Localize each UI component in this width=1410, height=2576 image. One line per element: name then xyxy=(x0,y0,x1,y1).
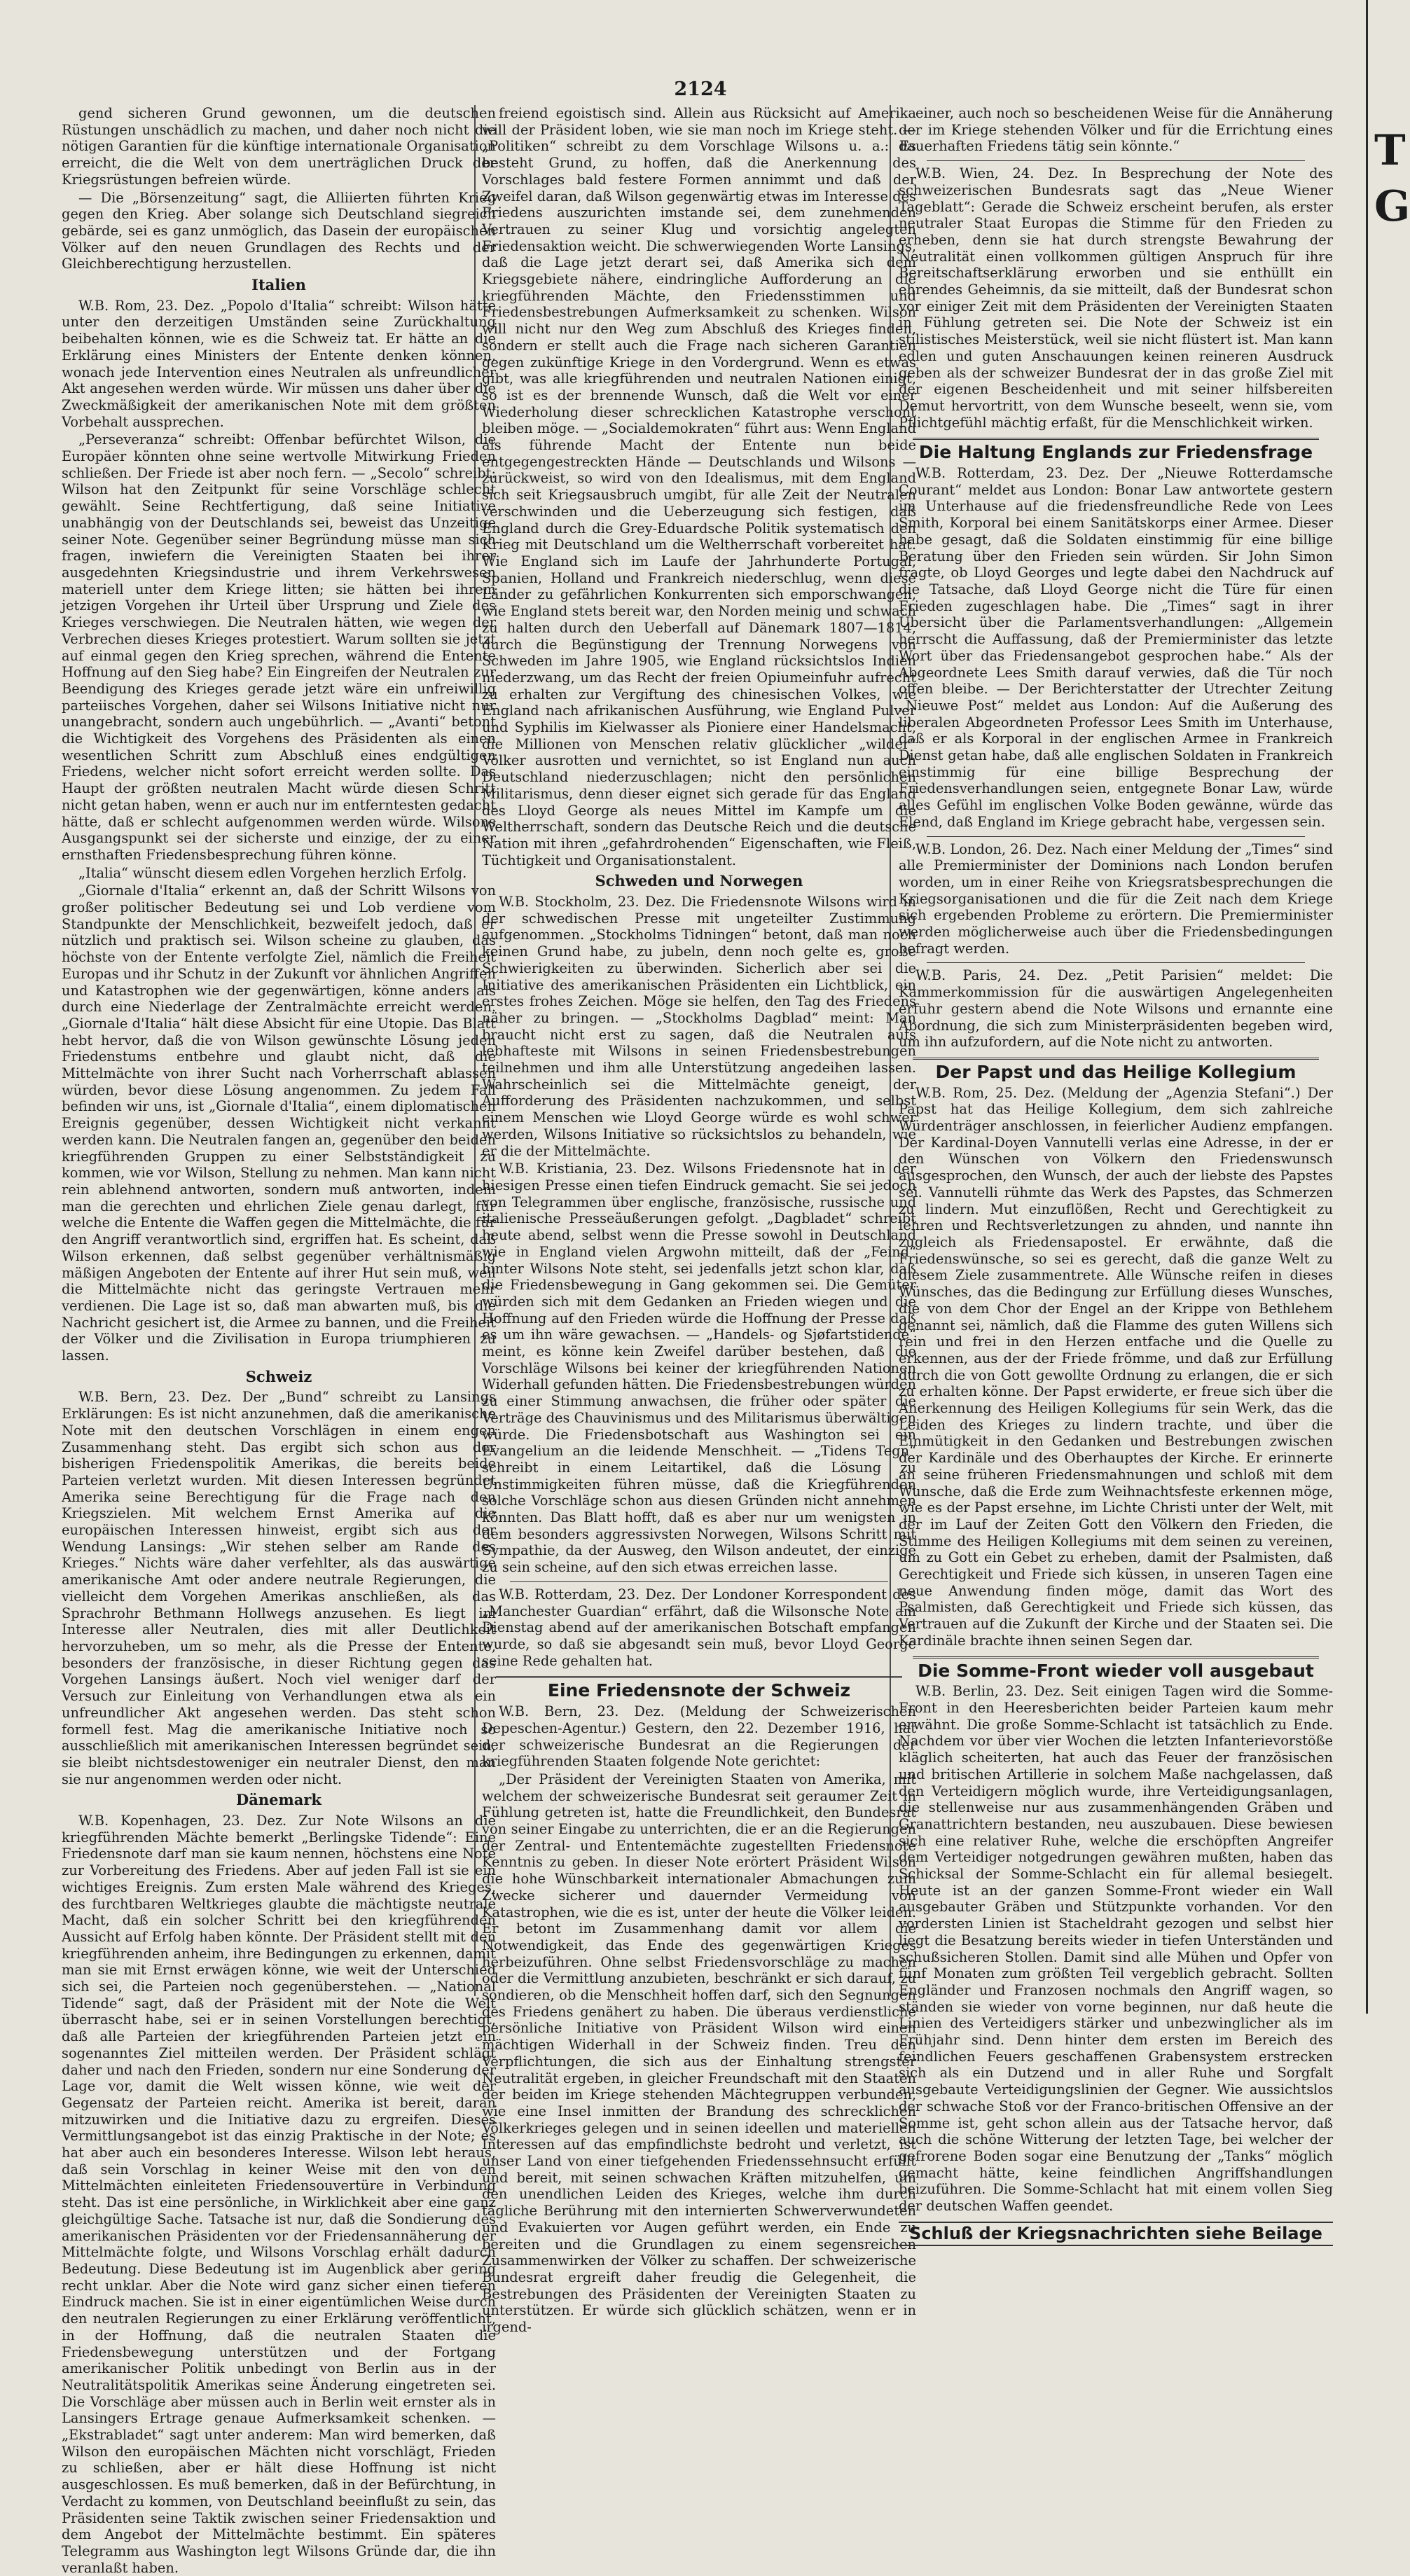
column-middle xyxy=(482,105,916,2336)
article-paragraph: W.B. Rotterdam, 23. Dez. Der Londoner Korrespondent des „Manchester Guardian“ erfährt, daß die Wilsonsche Note am Dienstag abend auf der amerikanischen Botschaft empfangen wurde, so daß sie abgesandt sein muß, bevor Lloyd George seine Rede gehalten hat. xyxy=(482,1586,916,1669)
article-paragraph: W.B. Wien, 24. Dez. In Besprechung der Note des schweizerischen Bundesrats sagt das „Neue Wiener Tageblatt“: Gerade die Schweiz erscheint berufen, als erster neutraler Staat Europas die Stimme für den Frieden zu erheben, denn sie hat durch strengste Bewahrung der Neutralität einen vollkommen gültigen Anspruch für ihre Bereitschaftserklärung erworben und sie enthüllt ein ehrendes Geheimnis, da sie mitteilt, daß der Bundesrat schon vor einiger Zeit mit dem Präsidenten der Vereinigten Staaten in Fühlung getreten sei. Die Note der Schweiz ist ein stilistisches Meisterstück, weil sie nicht flüstert ist. Man kann edlen und guten Anschauungen keinen reineren Ausdruck geben als der schweizer Bundesrat der in das große Ziel mit der eigenen Bescheidenheit und mit seiner hilfsbereiten Demut hervortritt, von dem Wunsche beseelt, wenn sie, vom Pflichtgefühl mächtig erfaßt, für die Menschlichkeit wirken. xyxy=(899,165,1333,431)
section-divider xyxy=(927,962,1305,963)
column-left xyxy=(62,105,496,2576)
article-paragraph: freiend egoistisch sind. Allein aus Rücksicht auf Amerika will der Präsident loben, wie sie man noch im Kriege steht. — „Politiken“ schreibt zu dem Vorschlage Wilsons u. a.: Es besteht Grund, zu hoffen, daß die Anerkennung des Vorschlages bald festere Formen annimmt und daß der Zweifel daran, daß Wilson gegenwärtig etwas im Interesse des Friedens auszurichten imstande sei, dem zunehmenden Vertrauen zu seiner Klug und vorsichtig angelegten Friedensaktion weicht. Die schwerwiegenden Worte Lansings, daß die Lage jetzt derart sei, daß Amerika sich dem Kriegsgebiete nähere, eindringliche Aufforderung an die kriegführenden Mächte, den Friedensstimmen und Friedensbestrebungen Aufmerksamkeit zu schenken. Wilson will nicht nur den Weg zum Abschluß des Krieges finden, sondern er stellt auch die Frage nach sicheren Garantien gegen zukünftige Kriege in den Vordergrund. Wenn es etwas gibt, was alle kriegführenden und neutralen Nationen einigt, so ist es der brennende Wunsch, daß die Welt vor einer Wiederholung dieser schrecklichen Katastrophe verschont bleiben möge. — „Socialdemokraten“ führt aus: Wenn England als führende Macht der Entente nun beide entgegengestreckten Hände — Deutschlands und Wilsons — zurückweist, so wird von den Idealismus, mit dem England sich seit Kriegsausbruch umgibt, für alle Zeit der Neutralen verschwinden und die Ueberzeugung sich festigen, daß England durch die Grey-Eduardsche Politik systematisch den Krieg mit Deutschland um die Weltherrschaft vorbereitet hat. Wie England sich im Laufe der Jahrhunderte Portugal, Spanien, Holland und Frankreich niederschlug, wenn diese Länder zu gefährlichen Konkurrenten sich emporschwangen, wie England stets bereit war, den Norden meinig und schwach zu halten durch den Ueberfall auf Dänemark 1807—1814, durch die Begünstigung der Trennung Norwegens von Schweden im Jahre 1905, wie England rücksichtslos Indien niederzwang, um das Recht der freien Opiumeinfuhr aufrecht zu erhalten zur Vergiftung des chinesischen Volkes, wie England nach afrikanischen Ausführung, wie England Pulver und Syphilis im Kielwasser als Pioniere einer Handelsmacht, die Millionen von Menschen relativ glücklicher „wilder“ Völker ausrotten und vernichtet, so ist England nun auch Deutschland niederzuschlagen; nicht den persönlichen Militarismus, denn dieser eignet sich gerade für das England des Lloyd George als neues Mittel im Kampfe um die Weltherrschaft, sondern das Deutsche Reich und die deutsche Nation mit ihren „gefahrdrohenden“ Eigenschaften, wie Fleiß, Tüchtigkeit und Organisationstalent. xyxy=(482,105,916,868)
article-paragraph: „Perseveranza“ schreibt: Offenbar befürchtet Wilson, die Europäer könnten ohne seine wertvolle Mitwirkung Frieden schließen. Der Friede ist aber noch fern. — „Secolo“ schreibt: Wilson hat den Zeitpunkt für seine Vorschläge schlecht gewählt. Seine Rechtfertigung, daß seine Initiative unabhängig von der Deutschlands sei, beweist das Unzeitige seiner Note. Gegenüber seiner Begründung müsse man sich fragen, inwiefern die Vereinigten Staaten bei ihrer ausgedehnten Kriegsindustrie und ihrem Verkehrswesen materiell unter dem Kriege litten; sie hätten bei ihrem jetzigen Vorgehen ihr Urteil über Ursprung und Ziele des Krieges verschwiegen. Die Neutralen hätten, wie wegen der Verbrechen dieses Krieges protestiert. Warum sollten sie jetzt auf einmal gegen den Krieg sprechen, während die Entente Hoffnung auf den Sieg habe? Ein Eingreifen der Neutralen zur Beendigung des Krieges gerade jetzt wäre ein unfreiwillig parteiisches Vorgehen, daher sei Wilsons Initiative nicht nur unangebracht, sondern auch ungebührlich. — „Avanti“ betont die Wichtigkeit des Vorgehens des Präsidenten als einen wesentlichen Schritt zum Abschluß eines endgültigen Friedens, welcher nicht sofort erreicht werden sollte. Das Haupt der größten neutralen Macht würde diesen Schritt nicht getan haben, wenn er auch nur im entferntesten gedacht hätte, daß er schlecht aufgenommen werden würde. Wilsons Ausgangspunkt sei der sicherste und einzige, der zu einer ernsthaften Friedensbesprechung führen könne. xyxy=(62,431,496,863)
section-heading: Schweiz xyxy=(245,1367,312,1385)
article-divider xyxy=(913,1058,1319,1060)
article-divider xyxy=(496,1676,902,1678)
article-paragraph: W.B. Kristiania, 23. Dez. Wilsons Friedensnote hat in der hiesigen Presse einen tiefen Eindruck gemacht. Sie sei jedoch von Telegrammen über englische, französische, russische und italienische Presseäußerungen gefolgt. „Dagbladet“ schreibt heute abend, selbst wenn die Presse sowohl in Deutschland wie in England vielen Argwohn mitteilt, daß der „Feind“ hinter Wilsons Note steht, sei jedenfalls jetzt schon klar, daß die Friedensbewegung in Gang gekommen sei. Die Gemüter würden sich mit dem Gedanken an Frieden wiegen und die Hoffnung auf den Frieden würde die Hoffnung der Presse daß es um ihn wäre gewachsen. — „Handels- og Sjøfartstidende“ meint, es könne kein Zweifel darüber bestehen, daß die Vorschläge Wilsons bei keiner der kriegführenden Nationen Widerhall gefunden hätten. Die Friedensbestrebungen würden zu einer Stimmung anwachsen, die früher oder später die Verträge des Chauvinismus und des Militarismus überwältigen würde. Die Friedensbotschaft aus Washington sei ein Evangelium an die leidende Menschheit. — „Tidens Tegn“ schreibt in einem Leitartikel, daß die Lösung zu Unstimmigkeiten führen müsse, daß die Kriegführenden solche Vorschläge schon aus diesen Gründen nicht annehmen könnten. Das Blatt hofft, daß es aber nur um wenigsten in dem besonders aggressivsten Norwegen, Wilsons Schritt mit Sympathie, da der Ausweg, den Wilson andeutet, der einzige zu sein scheine, auf den sich etwas erreichen lasse. xyxy=(482,1161,916,1576)
article-paragraph: W.B. Berlin, 23. Dez. Seit einigen Tagen wird die Somme-Front in den Heeresberichten beider Parteien kaum mehr erwähnt. Die große Somme-Schlacht ist tatsächlich zu Ende. Nachdem vor über vier Wochen die letzten Infanterievorstöße kläglich scheiterten, hat auch das Feuer der französischen und britischen Artillerie in solchem Maße nachgelassen, daß den Verteidigern möglich wurde, ihre Verteidigungsanlagen, die stellenweise nur aus zusammenhängenden Gräben und Granattrichtern bestanden, neu auszubauen. Diese bewiesen sich eine relativer Ruhe, welche die erschöpften Angreifer dem Verteidiger notgedrungen gewähren mußten, haben das Schicksal der Somme-Schlacht ein für allemal besiegelt. Heute ist an der ganzen Somme-Front wieder ein Wall ausgebauter Gräben und Stützpunkte vorhanden. Vor den vordersten Linien ist Stacheldraht gezogen und selbst hier liegt die Besatzung bereits wieder in tiefen Unterständen und schußsicheren Stollen. Damit sind alle Mühen und Opfer von fünf Monaten zum größten Teil vergeblich gebracht. Sollten Engländer und Franzosen nochmals den Angriff wagen, so ständen sie wieder von vorne beginnen, nur daß heute die Linien des Verteidigers stärker und unbezwinglicher als im Frühjahr sind. Denn hinter dem ersten im Bereich des feindlichen Feuers geschaffenen Grabensystem erstrecken sich als ein Dutzend und in aller Ruhe und Sorgfalt ausgebaute Verteidigungslinien der Gegner. Wie aussichtslos der schwache Stoß vor der Franco-britischen Offensive an der Somme ist, geht schon allein aus der Tatsache hervor, daß auch die schöne Witterung der letzten Tage, bei welcher der gefrorene Boden sogar eine Benutzung der „Tanks“ möglich gemacht hätte, keine feindlichen Angriffshandlungen beizuführen. Die Somme-Schlacht hat mit einem vollen Sieg der deutschen Waffen geendet. xyxy=(899,1683,1333,2215)
article-paragraph: einer, auch noch so bescheidenen Weise für die Annäherung der im Kriege stehenden Völker und für die Errichtung eines dauerhaften Friedens tätig sein könnte.“ xyxy=(899,105,1333,155)
article-paragraph: W.B. Rom, 23. Dez. „Popolo d'Italia“ schreibt: Wilson hätte unter den derzeitigen Umständen seine Zurückhaltung beibehalten können, wie es die Schweiz tat. Er hätte an die Erklärung eines Ministers der Entente denken können, wonach jede Intervention eines Neutralen als unfreundlicher Akt angesehen werden würde. Wir müssen uns daher über die Zweckmäßigkeit der amerikanischen Note mit dem größten Vorbehalt aussprechen. xyxy=(62,297,496,430)
article-headline: Eine Friedensnote der Schweiz xyxy=(547,1680,851,1701)
article-paragraph: W.B. Paris, 24. Dez. „Petit Parisien“ meldet: Die Kammerkommission für die auswärtigen Angelegenheiten erfuhr gestern abend die Note Wilsons und ernannte eine Abordnung, die sich zum Ministerpräsidenten begeben wird, um ihn aufzufordern, auf die Note nicht zu antworten. xyxy=(899,967,1333,1051)
article-paragraph: W.B. Rom, 25. Dez. (Meldung der „Agenzia Stefani“.) Der Papst hat das Heilige Kollegium, dem sich zahlreiche Würdenträger anschlossen, in feierlicher Audienz empfangen. Der Kardinal-Doyen Vannutelli verlas eine Adresse, in der er den Wünschen von Völkern den Friedenswunsch ausgesprochen, den Wunsch, der auch der liebste des Papstes sei. Vannutelli rühmte das Werk des Papstes, das Schmerzen zu lindern. Mut einzuflößen, Recht und Gerechtigkeit zu lehren und Rechtsverletzungen zu ahnden, und nannte ihn zugleich als Friedensapostel. Er erwähnte, daß die Friedenswünsche, so sei es gerecht, daß die ganze Welt zu diesem Ziele zusammentrete. Alle Wünsche reifen in dieses Wünsches, das die Bedingung zur Erfüllung dieses Wunsches, die von dem Chor der Engel an der Krippe von Bethlehem genannt sei, nämlich, daß die Flamme des guten Willens sich rein und frei in den Herzen entfache und die Quelle zu erkennen, aus der der Friede frömme, und daß zur Erfüllung durch die von Gott gewollte Ordnung zu erlangen, die er sich zu erhalten könne. Der Papst erwiderte, er freue sich über die Anerkennung des Heiligen Kollegiums für sein Werk, das die Leiden des Krieges zu lindern trachte, und über die Einmütigkeit in den Gedanken und Bestrebungen zwischen der Kardinäle und des Oberhauptes der Kirche. Er erinnerte an seine früheren Friedensmahnungen und schloß mit dem Wunsche, daß die Erde zum Weihnachtsfeste erkennen möge, wie es der Papst ersehne, im Lichte Christi unter der Welt, mit der im Lauf der Zeiten Gott den Völkern den Frieden, die Stimme des Heiligen Kollegiums mit dem seinen zu vereinen, um zu Gott ein Gebet zu erheben, damit der Psalmisten, daß Gerechtigkeit und Friede sich küssen, in unseren Tagen eine neue Anwendung finden möge, damit das Wort des Psalmisten, daß Gerechtigkeit und Friede sich küssen, das Vertrauen auf die Zukunft der Kirche und der Staaten sei. Die Kardinäle brachte ihnen seinen Segen dar. xyxy=(899,1084,1333,1649)
article-paragraph: „Der Präsident der Vereinigten Staaten von Amerika, mit welchem der schweizerische Bundesrat seit geraumer Zeit in Fühlung getreten ist, hatte die Freundlichkeit, den Bundesrat von seiner Eingabe zu unterrichten, die er an die Regierungen der Zentral- und Ententemächte zugestellten Friedensnote Kenntnis zu geben. In dieser Note erörtert Präsident Wilson die hohe Wünschbarkeit internationaler Abmachungen zum Zwecke sicherer und dauernder Vermeidung von Katastrophen, wie die es ist, unter der heute die Völker leiden. Er betont im Zusammenhang damit vor allem die Notwendigkeit, das Ende des gegenwärtigen Krieges herbeizuführen. Ohne selbst Friedensvorschläge zu machen oder die Vermittlung anzubieten, beschränkt er sich darauf, zu sondieren, ob die Menschheit hoffen darf, sich den Segnungen des Friedens genähert zu haben. Die überaus verdienstliche persönliche Initiative von Präsident Wilson wird einen mächtigen Widerhall in der Schweiz finden. Treu den Verpflichtungen, die sich aus der Einhaltung strengster Neutralität ergeben, in gleicher Freundschaft mit den Staaten der beiden im Kriege stehenden Mächtegruppen verbunden, wie eine Insel inmitten der Brandung des schrecklichen Völkerkrieges gelegen und in seinen ideellen und materiellen Interessen auf das empfindlichste bedroht und verletzt, ist unser Land von einer tiefgehenden Friedenssehnsucht erfüllt und bereit, mit seinen schwachen Kräften mitzuhelfen, um den unendlichen Leiden des Krieges, welche ihm durch tägliche Berührung mit den internierten Schwerverwundeten und Evakuierten vor Augen geführt werden, ein Ende zu bereiten und die Grundlagen zu einem segensreichen Zusammenwirken der Völker zu schaffen. Der schweizerische Bundesrat ergreift daher freudig die Gelegenheit, die Bestrebungen des Präsidenten der Vereinigten Staaten zu unterstützen. Er würde sich glücklich schätzen, wenn er in irgend- xyxy=(482,1771,916,2336)
continuation-notice: Schluß der Kriegsnachrichten siehe Beilage xyxy=(899,2222,1333,2247)
article-divider xyxy=(913,438,1319,440)
article-paragraph: W.B. Bern, 23. Dez. Der „Bund“ schreibt zu Lansings Erklärungen: Es ist nicht anzunehmen, daß die amerikanische Note mit den deutschen Vorschlägen in einem engen Zusammenhang steht. Das ergibt sich schon aus der bisherigen Friedenspolitik Amerikas, die bereits beide Parteien verletzt wurden. Mit diesen Interessen begründet Amerika seine Berechtigung für die Frage nach den Kriegszielen. Mit welchem Ernst Amerika auf die europäischen Interessen hinweist, ergibt sich aus der Wendung Lansings: „Wir stehen selber am Rande des Krieges.“ Nichts wäre daher verfehlter, als das auswärtige amerikanische Amt oder andere neutrale Regierungen, die vielleicht dem Vorgehen Amerikas anschließen, als das Sprachrohr Bethmann Hollwegs anzusehen. Es liegt im Interesse aller Neutralen, dies mit aller Deutlichkeit hervorzuheben, um so mehr, als die Presse der Entente, besonders der französische, in dieser Richtung gegen das Vorgehen Lansings äußert. Noch viel weniger darf der Versuch zur Einleitung von Verhandlungen etwa als ein unfreundlicher Akt angesehen werden. Das steht schon formell fest. Mag die amerikanische Initiative noch so ausschließlich mit amerikanischen Interessen begründet sein, sie bleibt nichtsdestoweniger ein neutraler Dienst, den man sie nur angenommen werden oder nicht. xyxy=(62,1389,496,1787)
article-paragraph: — Die „Börsenzeitung“ sagt, die Alliierten führten Krieg gegen den Krieg. Aber solange sich Deutschland siegreich gebärde, sei es ganz unmöglich, das Dasein der europäischen Völker auf den neuen Grundlagen des Rechts und der Gleichberechtigung herzustellen. xyxy=(62,189,496,272)
adjacent-page-fragment xyxy=(1374,123,1410,235)
article-divider xyxy=(913,1656,1319,1659)
section-heading: Schweden und Norwegen xyxy=(595,872,803,890)
article-headline: Die Haltung Englands zur Friedensfrage xyxy=(918,442,1313,463)
article-paragraph: W.B. Rotterdam, 23. Dez. Der „Nieuwe Rotterdamsche Courant“ meldet aus London: Bonar Law antwortete gestern im Unterhause auf die friedensfreundliche Rede von Lees Smith, Korporal bei einem Sanitätskorps einer Armee. Dieser habe gesagt, daß die Soldaten einstimmig für eine billige Beratung über den Frieden sein würden. Sir John Simon fragte, ob Lloyd Georges und legte dabei den Nachdruck auf die Tatsache, daß Lloyd George nicht die Türe für einen Frieden zugeschlagen habe. Die „Times“ sagt in ihrer Übersicht über die Parlamentsverhandlungen: „Allgemein herrscht die Auffassung, daß der Premierminister das letzte Wort über das Friedensangebot gesprochen habe.“ Als der Abgeordnete Lees Smith darauf verwies, daß die Tür noch offen bleibe. — Der Berichterstatter der Utrechter Zeitung „Nieuwe Post“ meldet aus London: Auf die Außerung des liberalen Abgeordneten Professor Lees Smith im Unterhause, daß er als Korporal in der englischen Armee in Frankreich Dienst getan habe, daß alle englischen Soldaten in Frankreich einstimmig für eine billige Besprechung der Friedensverhandlungen seien, entgegnete Bonar Law, würde alles Gefühl im englischen Volke Boden gewänne, würde das Elend, daß England im Kriege gebracht habe, vergessen sein. xyxy=(899,465,1333,830)
article-headline: Der Papst und das Heilige Kollegium xyxy=(935,1061,1297,1082)
article-paragraph: gend sicheren Grund gewonnen, um die deutschen Rüstungen unschädlich zu machen, und daher noch nicht die nötigen Garantien für die künftige internationale Organisation erreicht, die die Welt von dem unerträglichen Druck der Kriegsrüstungen befreien würde. xyxy=(62,105,496,188)
article-paragraph: W.B. Bern, 23. Dez. (Meldung der Schweizerischen Depeschen-Agentur.) Gestern, den 22. Dezember 1916, hat der schweizerische Bundesrat an die Regierungen der kriegführenden Staaten folgende Note gerichtet: xyxy=(482,1703,916,1770)
article-paragraph: W.B. Kopenhagen, 23. Dez. Zur Note Wilsons an die kriegführenden Mächte bemerkt „Berlingske Tidende“: Eine Friedensnote darf man sie kaum nennen, höchstens eine Note zur Vorbereitung des Friedens. Aber auf jeden Fall ist sie ein wichtiges Ereignis. Zum ersten Male während des Krieges, des furchtbaren Weltkrieges glaubte die mächtigste neutrale Macht, daß ein solcher Schritt bei den kriegführenden Aussicht auf Erfolg haben könnte. Der Präsident stellt mit den kriegführenden anheim, ihre Bedingungen zu erkennen, damit man sie mit Ernst erwägen könne, wie weit der Unterschied sich sei, die Parteien noch gegenüberstehen. — „National Tidende“ sagt, daß der Präsident mit der Note die Welt überrascht habe, sei er in seinen Vorstellungen berechtigt, daß alle Parteien der kriegführenden Parteien jetzt ein sogenanntes Ziel mitteilen werden. Der Präsident schlägt daher und nach den Frieden, sondern nur eine Sonderung der Lage vor, damit die Welt wissen könne, wie weit der Gegensatz der Parteien reicht. Amerika ist bereit, daran mitzuwirken und die Initiative dazu zu ergreifen. Dieses Vermittlungsangebot ist das einzig Praktische in der Note; es hat aber auch ein besonderes Interesse. Wilson lebt heraus, daß sein Vorschlag in keiner Weise mit den von den Mittelmächten einleiteten Friedensouvertüre in Verbindung steht. Das ist eine persönliche, in Wirklichkeit aber eine ganz gleichgültige Sache. Tatsache ist nur, daß die Sondierung des amerikanischen Präsidenten vor der Friedensannäherung der Mittelmächte folgte, und Wilsons Vorschlag erhält dadurch Bedeutung. Diese Bedeutung ist im Augenblick aber gering recht unklar. Aber die Note wird ganz sicher einen tieferen Eindruck machen. Sie ist in einer eigentümlichen Weise durch den neutralen Regierungen zu einer Erklärung veröffentlicht, in der Hoffnung, daß die neutralen Staaten die Friedensbewegung unterstützen und der Fortgang amerikanischer Politik unbedingt von Berlin aus in der Neutralitätspolitik Amerikas seine Änderung eingetreten sei. Die Vorschläge aber müssen auch in Berlin weit ernster als in Lansingers Ertrage genaue Aufmerksamkeit schenken. — „Ekstrabladet“ sagt unter anderem: Man wird bemerken, daß Wilson den europäischen Mächten nicht vorschlägt, Frieden zu schließen, aber er hält diese Hoffnung ist nicht ausgeschlossen. Es muß bemerken, daß in der Befürchtung, in Verdacht zu kommen, von Deutschland beeinflußt zu sein, das Präsidenten seine Taktik zwischen seiner Friedensaktion und dem Angebot der Mittelmächte bestimmt. Ein späteres Telegramm aus Washington legt Wilsons Gründe dar, die ihn veranlaßt haben. xyxy=(62,1813,496,2576)
section-divider xyxy=(927,160,1305,161)
page-edge-rule xyxy=(1366,0,1368,2014)
section-divider xyxy=(510,1581,888,1582)
article-paragraph: W.B. London, 26. Dez. Nach einer Meldung der „Times“ sind alle Premierminister der Dominions nach London berufen worden, um in einer Reihe von Kriegsratsbesprechungen die Kriegsorganisationen und die für die Zeit nach dem Kriege sich ergebenden Probleme zu erörtern. Die Premierminister werden möglicherweise auch über die Friedensbedingungen befragt werden. xyxy=(899,840,1333,957)
article-paragraph: W.B. Stockholm, 23. Dez. Die Friedensnote Wilsons wird in der schwedischen Presse mit ungeteilter Zustimmung aufgenommen. „Stockholms Tidningen“ betont, daß man noch keinen Grund habe, zu jubeln, denn noch gelte es, große Schwierigkeiten zu überwinden. Sicherlich aber sei die Initiative des amerikanischen Präsidenten ein Lichtblick, ein erstes frohes Zeichen. Möge sie helfen, den Tag des Friedens näher zu bringen. — „Stockholms Dagblad“ meint: Man braucht nicht erst zu sagen, daß die Neutralen aufs lebhafteste mit Wilsons in seinen Friedensbestrebungen teilnehmen und ihm alle Unterstützung angedeihen lassen. Wahrscheinlich sei die Mittelmächte geneigt, der Aufforderung des Präsidenten nachzukommen, und selbst einem Menschen wie Lloyd George würde es wohl schwer werden, Wilsons Initiative so rücksichtslos zu behandeln, wie er die der Mittelmächte. xyxy=(482,894,916,1159)
article-paragraph: „Giornale d'Italia“ erkennt an, daß der Schritt Wilsons von großer politischer Bedeutung sei und Lob verdiene vom Standpunkte der Menschlichkeit, bezweifelt jedoch, daß er nützlich und praktisch sei. Wilson scheine zu glauben, das höchste von der Entente verfolgte Ziel, nämlich die Freiheit Europas und ihr Schutz in der Zukunft vor ähnlichen Angriffen und Katastrophen wie der gegenwärtigen, könne anders als durch eine Niederlage der Zentralmächte erreicht werden. „Giornale d'Italia“ hält diese Absicht für eine Utopie. Das Blatt hebt hervor, daß die von Wilson gewünschte Lösung jeden Friedenstums entbehre und glaubt nicht, daß die Mittelmächte von ihrer Sucht nach Vorherrschaft ablassen würden, bevor diese Lösung angenommen. Zu jedem Fall befinden wir uns, ist „Giornale d'Italia“, einem diplomatischen Ereignis gegenüber, dessen Wichtigkeit nicht verkannt werden kann. Die Neutralen fangen an, gegenüber den beiden kriegführenden Gruppen zu einer Selbstständigkeit zu kommen, wie vor Wilson, Stellung zu nehmen. Man kann nicht rein ablehnend antworten, sondern muß antworten, indem man die gerechten und ehrlichen Ziele genau darlegt, für welche die Entente die Waffen gegen die Mittelmächte, die für den Angriff verantwortlich sind, ergriffen hat. Es scheint, daß Wilson erkennen, daß selbst gegenüber verhältnismäßig mäßigen Angeboten der Entente auf ihrer Hut sein muß, weil die Mittelmächte nicht das geringste Vertrauen mehr verdienen. Die Lage ist so, daß man abwarten muß, bis die Nachricht gesichert ist, die Armee zu bannen, und die Freiheit der Völker und die Zivilisation in Europa triumphieren zu lassen. xyxy=(62,882,496,1364)
column-right xyxy=(899,105,1333,2243)
section-divider xyxy=(927,836,1305,837)
section-heading: Dänemark xyxy=(236,1791,322,1809)
adjacent-page-letter: G xyxy=(1374,182,1410,231)
article-headline: Die Somme-Front wieder voll ausgebaut xyxy=(918,1660,1314,1681)
article-paragraph: „Italia“ wünscht diesem edlen Vorgehen herzlich Erfolg. xyxy=(78,864,467,881)
section-heading: Italien xyxy=(251,276,306,294)
adjacent-page-letter: T xyxy=(1374,126,1406,175)
page-number: 2124 xyxy=(674,78,727,100)
